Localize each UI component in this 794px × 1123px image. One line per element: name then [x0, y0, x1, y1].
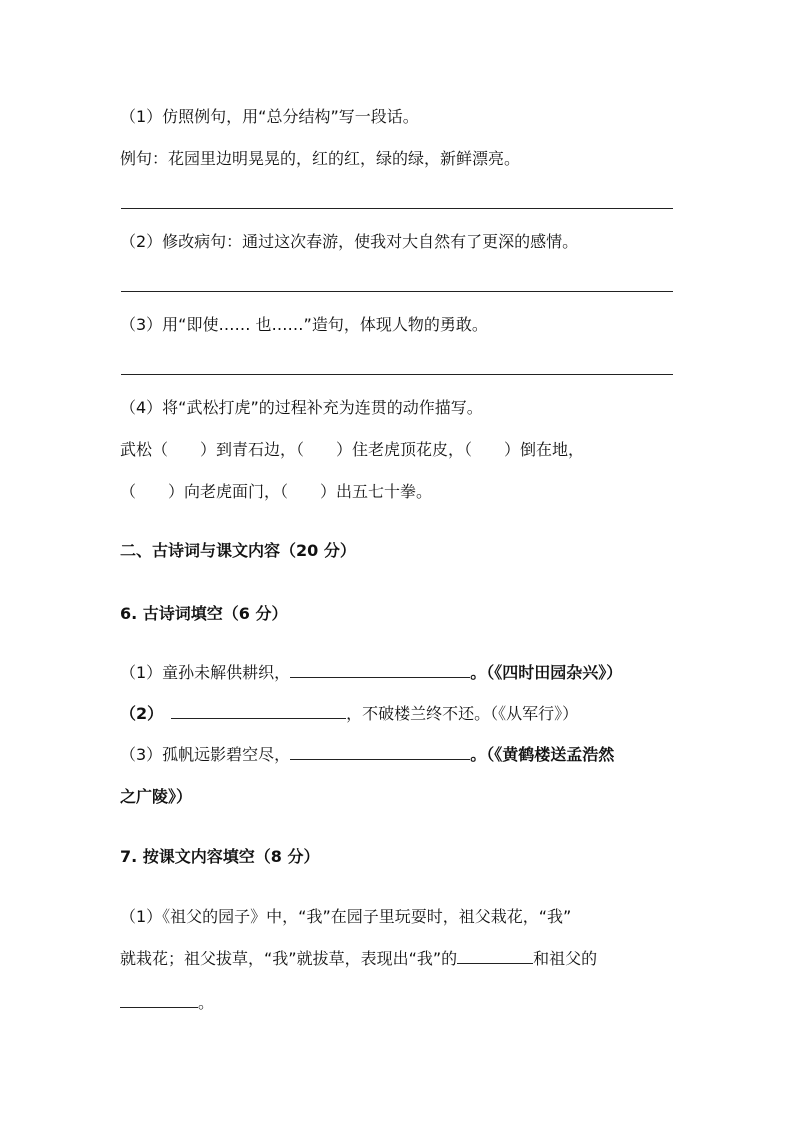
q6-item-2: （2） ，不破楼兰终不还。（《从军行》） — [120, 704, 579, 723]
q4-line-1: 武松（ ）到青石边，（ ）住老虎顶花皮，（ ）倒在地， — [120, 440, 585, 459]
answer-line-1[interactable] — [121, 208, 673, 209]
section-heading: 二、古诗词与课文内容（20 分） — [120, 541, 356, 560]
fill-blank-2[interactable] — [120, 993, 198, 1008]
q6-title: 6. 古诗词填空（6 分） — [120, 604, 288, 623]
q4-line-2: （ ）向老虎面门，（ ）出五七十拳。 — [120, 482, 433, 501]
q7-title: 7. 按课文内容填空（8 分） — [120, 847, 320, 866]
q1-example: 例句：花园里边明晃晃的，红的红，绿的绿，新鲜漂亮。 — [120, 149, 521, 168]
answer-line-2[interactable] — [121, 291, 673, 292]
q1-prompt: （1）仿照例句，用“总分结构”写一段话。 — [120, 107, 419, 126]
q7-line-2: 就栽花；祖父拔草，“我”就拔草，表现出“我”的 和祖父的 — [120, 949, 598, 968]
q6-item-3: （3）孤帆远影碧空尽， 。（《黄鹤楼送孟浩然 — [120, 745, 615, 764]
poem-blank-3[interactable] — [290, 745, 470, 760]
q4-prompt: （4）将“武松打虎”的过程补充为连贯的动作描写。 — [120, 398, 483, 417]
q7-line-1: （1）《祖父的园子》中，“我”在园子里玩耍时，祖父栽花，“我” — [120, 907, 572, 926]
answer-line-3[interactable] — [121, 374, 673, 375]
poem-blank-2[interactable] — [171, 704, 346, 719]
q6-item-1: （1）童孙未解供耕织， 。（《四时田园杂兴》） — [120, 663, 623, 682]
q3-prompt: （3）用“即使…… 也……”造句，体现人物的勇敢。 — [120, 315, 488, 334]
poem-blank-1[interactable] — [290, 663, 470, 678]
q7-line-3: 。 — [120, 992, 214, 1014]
q2-prompt: （2）修改病句：通过这次春游，使我对大自然有了更深的感情。 — [120, 232, 579, 251]
q6-item-3-cont: 之广陵》） — [120, 787, 193, 806]
fill-blank-1[interactable] — [457, 949, 533, 964]
